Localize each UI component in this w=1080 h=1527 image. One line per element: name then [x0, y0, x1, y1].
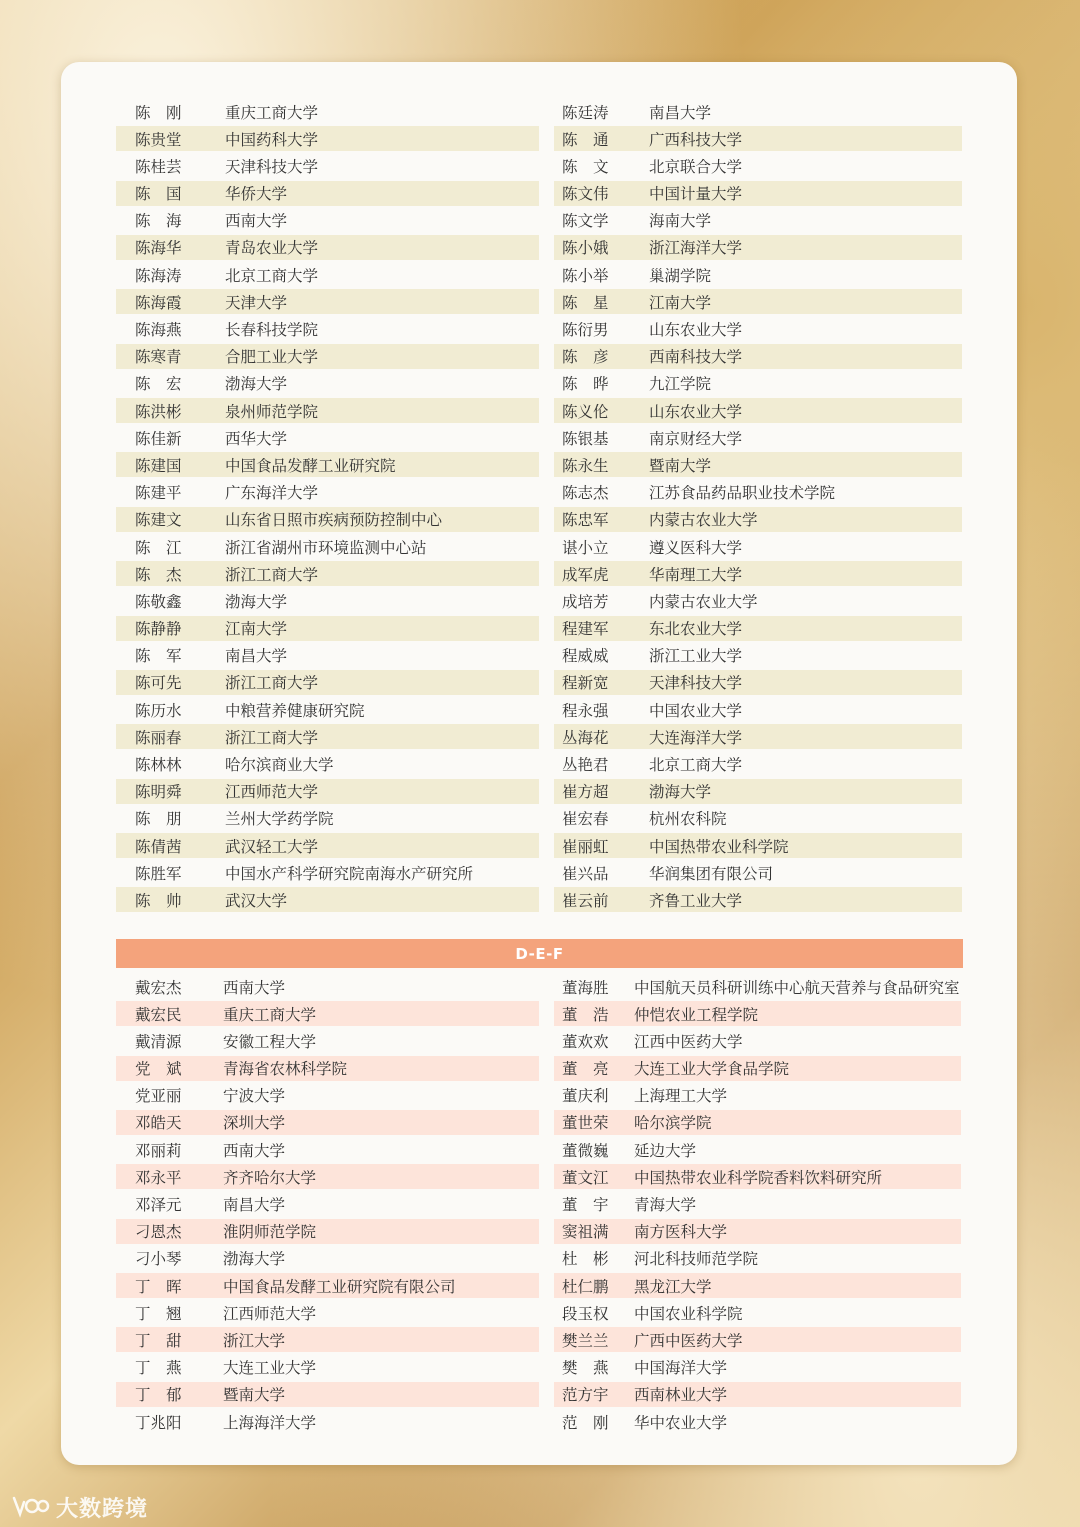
institution: 武汉大学 [225, 891, 288, 910]
institution: 中国水产科学研究院南海水产研究所 [225, 864, 474, 883]
person-name: 丁兆阳 [135, 1413, 182, 1432]
list-row [116, 1001, 539, 1026]
person-name: 陈倩茜 [135, 837, 182, 856]
institution: 天津大学 [225, 293, 288, 312]
list-row [554, 181, 962, 206]
institution: 华中农业大学 [634, 1413, 728, 1432]
institution: 大连海洋大学 [649, 728, 743, 747]
institution: 北京联合大学 [649, 157, 743, 176]
person-name: 程永强 [562, 701, 609, 720]
person-name: 陈林林 [135, 756, 182, 774]
institution: 山东农业大学 [649, 321, 743, 339]
institution: 山东农业大学 [649, 402, 743, 421]
institution: 天津科技大学 [225, 157, 319, 176]
person-name: 邓永平 [135, 1168, 182, 1187]
person-name: 陈忠军 [562, 511, 609, 530]
list-row [116, 208, 539, 233]
person-name: 陈丽春 [135, 728, 182, 747]
institution: 重庆工商大学 [223, 1005, 317, 1024]
list-row [116, 534, 539, 559]
institution: 南方医科大学 [634, 1223, 728, 1242]
person-name: 窦祖满 [562, 1223, 609, 1242]
person-name: 丁 翘 [135, 1304, 182, 1323]
list-row [116, 1137, 539, 1162]
list-row [116, 1083, 539, 1108]
list-row [554, 974, 961, 999]
list-row [116, 1327, 539, 1352]
person-name: 陈 朋 [135, 810, 182, 829]
person-name: 董欢欢 [562, 1032, 609, 1051]
person-name: 丁 甜 [135, 1331, 182, 1350]
institution: 江南大学 [649, 293, 712, 312]
institution: 广西科技大学 [649, 130, 743, 149]
section-header-def: D-E-F [116, 939, 963, 968]
person-name: 董世荣 [562, 1114, 609, 1133]
institution: 合肥工业大学 [225, 348, 319, 367]
list-row [116, 1300, 539, 1325]
institution: 山东省日照市疾病预防控制中心 [225, 511, 443, 530]
list-row [116, 1164, 539, 1189]
list-row [554, 1056, 961, 1081]
person-name: 陈 江 [135, 538, 182, 557]
institution: 哈尔滨学院 [634, 1114, 712, 1133]
person-name: 陈海霞 [135, 293, 182, 312]
person-name: 陈建国 [135, 456, 182, 475]
institution: 哈尔滨商业大学 [225, 756, 334, 774]
list-row [116, 724, 539, 749]
person-name: 陈明舜 [135, 783, 182, 802]
person-name: 陈建平 [135, 484, 182, 503]
person-name: 陈小举 [562, 266, 609, 285]
institution: 北京工商大学 [225, 266, 319, 285]
institution: 九江学院 [649, 375, 712, 394]
list-row [116, 779, 539, 804]
list-row [554, 561, 962, 586]
person-name: 邓丽莉 [135, 1141, 182, 1160]
person-name: 董文江 [562, 1168, 609, 1187]
list-row [554, 643, 962, 668]
person-name: 陈胜军 [135, 864, 182, 883]
person-name: 戴清源 [135, 1032, 182, 1051]
list-row [554, 1355, 961, 1380]
list-row [554, 860, 962, 885]
person-name: 陈银基 [562, 429, 609, 448]
institution: 西南科技大学 [649, 348, 743, 367]
institution: 南昌大学 [223, 1196, 286, 1214]
institution: 西南林业大学 [634, 1386, 728, 1405]
institution: 江西师范大学 [225, 783, 319, 802]
list-row [116, 99, 539, 124]
list-row [554, 616, 962, 641]
person-name: 董 浩 [562, 1005, 609, 1024]
list-row [116, 643, 539, 668]
list-row [116, 616, 539, 641]
person-name: 董微巍 [562, 1141, 609, 1160]
institution: 天津科技大学 [649, 674, 743, 693]
institution: 南昌大学 [649, 103, 712, 122]
person-name: 党亚丽 [135, 1087, 182, 1106]
list-row [116, 752, 539, 777]
institution: 暨南大学 [223, 1386, 286, 1405]
person-name: 陈建文 [135, 511, 182, 530]
person-name: 陈佳新 [135, 429, 182, 448]
list-row [116, 697, 539, 722]
list-row [554, 1219, 961, 1244]
list-row [116, 1273, 539, 1298]
list-row [554, 507, 962, 532]
person-name: 邓皓天 [135, 1114, 182, 1133]
person-name: 陈 国 [135, 185, 182, 204]
list-row [116, 887, 539, 912]
logo-icon [10, 1494, 50, 1520]
list-row [554, 262, 962, 287]
person-name: 陈敬鑫 [135, 592, 182, 611]
list-row [116, 1382, 539, 1407]
list-row [554, 1001, 961, 1026]
person-name: 陈 军 [135, 647, 182, 666]
list-row [554, 1164, 961, 1189]
person-name: 陈 文 [562, 157, 609, 176]
list-row [554, 1273, 961, 1298]
institution: 中国热带农业科学院香料饮料研究所 [634, 1168, 883, 1187]
person-name: 陈 通 [562, 130, 609, 149]
institution: 黑龙江大学 [634, 1277, 712, 1296]
person-name: 董庆利 [562, 1087, 609, 1106]
person-name: 陈 海 [135, 212, 182, 231]
institution: 深圳大学 [223, 1114, 286, 1133]
institution: 浙江海洋大学 [649, 239, 743, 258]
list-row [116, 1219, 539, 1244]
institution: 江苏食品药品职业技术学院 [649, 484, 836, 503]
list-row [116, 974, 539, 999]
list-row [116, 452, 539, 477]
person-name: 陈桂芸 [135, 157, 182, 176]
list-row [554, 1028, 961, 1053]
institution: 中国计量大学 [649, 185, 743, 204]
person-name: 陈永生 [562, 456, 609, 475]
list-row [554, 1382, 961, 1407]
list-row [554, 833, 962, 858]
person-name: 戴宏杰 [135, 978, 182, 997]
list-row [116, 1192, 539, 1217]
list-row [554, 1409, 961, 1434]
institution: 浙江省湖州市环境监测中心站 [225, 538, 427, 557]
list-row [116, 289, 539, 314]
institution: 延边大学 [634, 1141, 697, 1160]
person-name: 范 刚 [562, 1413, 609, 1432]
institution: 广东海洋大学 [225, 484, 319, 503]
list-row [116, 860, 539, 885]
list-row [116, 833, 539, 858]
institution: 中国热带农业科学院 [649, 837, 789, 856]
institution: 淮阴师范学院 [223, 1223, 317, 1242]
institution: 安徽工程大学 [223, 1032, 317, 1051]
list-row [554, 588, 962, 613]
institution: 泉州师范学院 [225, 402, 319, 421]
list-row [554, 480, 962, 505]
person-name: 丁 晖 [135, 1277, 182, 1296]
institution: 青海大学 [634, 1196, 697, 1214]
institution: 中国药科大学 [225, 130, 319, 149]
person-name: 戴宏民 [135, 1005, 182, 1024]
institution: 海南大学 [649, 212, 712, 231]
list-row [116, 1246, 539, 1271]
institution: 中国食品发酵工业研究院有限公司 [223, 1277, 456, 1296]
list-row [554, 344, 962, 369]
institution: 江西中医药大学 [634, 1032, 743, 1051]
list-row [116, 1409, 539, 1434]
institution: 江西师范大学 [223, 1304, 317, 1323]
person-name: 程建军 [562, 620, 609, 639]
institution: 青海省农林科学院 [223, 1060, 348, 1079]
list-row [554, 887, 962, 912]
list-row [554, 1300, 961, 1325]
person-name: 陈 刚 [135, 103, 182, 122]
person-name: 崔兴品 [562, 864, 609, 883]
person-name: 陈海华 [135, 239, 182, 258]
institution: 重庆工商大学 [225, 103, 319, 122]
list-row [554, 99, 962, 124]
list-row [116, 371, 539, 396]
person-name: 杜 彬 [562, 1250, 609, 1269]
institution: 中粮营养健康研究院 [225, 701, 365, 720]
list-row [116, 1028, 539, 1053]
list-row [116, 398, 539, 423]
institution: 武汉轻工大学 [225, 837, 319, 856]
person-name: 陈历水 [135, 701, 182, 720]
person-name: 陈 杰 [135, 565, 182, 584]
person-name: 董 宇 [562, 1196, 609, 1214]
person-name: 丛海花 [562, 728, 609, 747]
institution: 仲恺农业工程学院 [634, 1005, 759, 1024]
list-row [554, 452, 962, 477]
institution: 西华大学 [225, 429, 288, 448]
column-right [554, 99, 962, 915]
list-row [554, 1137, 961, 1162]
list-row [116, 153, 539, 178]
list-row [116, 317, 539, 342]
institution: 遵义医科大学 [649, 538, 743, 557]
column-left [116, 974, 539, 1436]
institution: 渤海大学 [225, 592, 288, 611]
list-row [116, 126, 539, 151]
person-name: 董海胜 [562, 978, 609, 997]
institution: 大连工业大学食品学院 [634, 1060, 790, 1079]
person-name: 丁 郁 [135, 1386, 182, 1405]
person-name: 陈 彦 [562, 348, 609, 367]
person-name: 谌小立 [562, 538, 609, 557]
person-name: 陈可先 [135, 674, 182, 693]
person-name: 刁小琴 [135, 1250, 182, 1269]
institution: 浙江工商大学 [225, 728, 319, 747]
institution: 中国食品发酵工业研究院 [225, 456, 396, 475]
institution: 北京工商大学 [649, 756, 743, 774]
list-row [554, 153, 962, 178]
person-name: 成培芳 [562, 592, 609, 611]
list-row [554, 235, 962, 260]
list-row [554, 1246, 961, 1271]
institution: 江南大学 [225, 620, 288, 639]
person-name: 崔宏春 [562, 810, 609, 829]
list-row [554, 371, 962, 396]
institution: 东北农业大学 [649, 620, 743, 639]
institution: 西南大学 [223, 1141, 286, 1160]
institution: 上海海洋大学 [223, 1413, 317, 1432]
institution: 青岛农业大学 [225, 239, 319, 258]
person-name: 范方宇 [562, 1386, 609, 1405]
person-name: 陈海涛 [135, 266, 182, 285]
watermark [10, 1492, 148, 1522]
institution: 广西中医药大学 [634, 1331, 743, 1350]
person-name: 陈 宏 [135, 375, 182, 394]
watermark-text: 大数跨境 [56, 1496, 149, 1522]
person-name: 陈 星 [562, 293, 609, 312]
person-name: 邓泽元 [135, 1196, 182, 1214]
person-name: 陈文学 [562, 212, 609, 231]
content-card [61, 62, 1017, 1465]
person-name: 陈小娥 [562, 239, 609, 258]
list-row [554, 317, 962, 342]
institution: 中国农业科学院 [634, 1304, 743, 1323]
person-name: 陈静静 [135, 620, 182, 639]
person-name: 陈 帅 [135, 891, 182, 910]
person-name: 党 斌 [135, 1060, 182, 1079]
institution: 南昌大学 [225, 647, 288, 666]
person-name: 陈义伦 [562, 402, 609, 421]
institution: 华润集团有限公司 [649, 864, 774, 883]
list-row [116, 1110, 539, 1135]
institution: 杭州农科院 [649, 810, 727, 829]
person-name: 崔云前 [562, 891, 609, 910]
institution: 南京财经大学 [649, 429, 743, 448]
person-name: 樊 燕 [562, 1359, 609, 1378]
institution: 内蒙古农业大学 [649, 511, 758, 530]
institution: 西南大学 [223, 978, 286, 997]
institution: 齐鲁工业大学 [649, 891, 743, 910]
institution: 长春科技学院 [225, 321, 319, 339]
person-name: 陈志杰 [562, 484, 609, 503]
person-name: 刁恩杰 [135, 1223, 182, 1242]
person-name: 陈海燕 [135, 321, 182, 339]
person-name: 成军虎 [562, 565, 609, 584]
person-name: 陈文伟 [562, 185, 609, 204]
institution: 浙江工商大学 [225, 674, 319, 693]
column-right [554, 974, 961, 1436]
list-row [554, 806, 962, 831]
person-name: 陈 晔 [562, 375, 609, 394]
institution: 河北科技师范学院 [634, 1250, 759, 1269]
person-name: 丛艳君 [562, 756, 609, 774]
list-row [554, 1083, 961, 1108]
institution: 巢湖学院 [649, 266, 712, 285]
person-name: 程威威 [562, 647, 609, 666]
list-row [554, 425, 962, 450]
list-row [554, 1327, 961, 1352]
institution: 暨南大学 [649, 456, 712, 475]
list-row [116, 235, 539, 260]
person-name: 崔方超 [562, 783, 609, 802]
column-left [116, 99, 539, 915]
list-row [554, 289, 962, 314]
person-name: 段玉权 [562, 1304, 609, 1323]
list-row [116, 1056, 539, 1081]
list-row [554, 534, 962, 559]
list-row [116, 670, 539, 695]
person-name: 陈贵堂 [135, 130, 182, 149]
list-row [554, 779, 962, 804]
list-row [554, 126, 962, 151]
person-name: 杜仁鹏 [562, 1277, 609, 1296]
institution: 上海理工大学 [634, 1087, 728, 1106]
list-row [116, 480, 539, 505]
list-row [554, 398, 962, 423]
institution: 齐齐哈尔大学 [223, 1168, 317, 1187]
person-name: 陈廷涛 [562, 103, 609, 122]
person-name: 樊兰兰 [562, 1331, 609, 1350]
list-row [554, 1110, 961, 1135]
person-name: 陈衍男 [562, 321, 609, 339]
person-name: 陈洪彬 [135, 402, 182, 421]
institution: 渤海大学 [225, 375, 288, 394]
person-name: 陈寒青 [135, 348, 182, 367]
institution: 中国海洋大学 [634, 1359, 728, 1378]
list-row [554, 1192, 961, 1217]
institution: 华南理工大学 [649, 565, 743, 584]
list-row [116, 806, 539, 831]
institution: 浙江工商大学 [225, 565, 319, 584]
list-row [116, 1355, 539, 1380]
person-name: 丁 燕 [135, 1359, 182, 1378]
list-row [554, 208, 962, 233]
list-row [116, 425, 539, 450]
institution: 华侨大学 [225, 185, 288, 204]
institution: 渤海大学 [223, 1250, 286, 1269]
institution: 浙江工业大学 [649, 647, 743, 666]
list-row [554, 697, 962, 722]
institution: 中国农业大学 [649, 701, 743, 720]
institution: 浙江大学 [223, 1331, 286, 1350]
list-row [554, 670, 962, 695]
list-row [116, 588, 539, 613]
person-name: 董 亮 [562, 1060, 609, 1079]
institution: 大连工业大学 [223, 1359, 317, 1378]
list-row [116, 507, 539, 532]
list-row [116, 181, 539, 206]
list-row [116, 262, 539, 287]
list-row [116, 344, 539, 369]
list-row [116, 561, 539, 586]
institution: 渤海大学 [649, 783, 712, 802]
person-name: 程新宽 [562, 674, 609, 693]
institution: 兰州大学药学院 [225, 810, 334, 829]
institution: 西南大学 [225, 212, 288, 231]
person-name: 崔丽虹 [562, 837, 609, 856]
institution: 内蒙古农业大学 [649, 592, 758, 611]
list-row [554, 724, 962, 749]
institution: 中国航天员科研训练中心航天营养与食品研究室 [634, 978, 960, 997]
list-row [554, 752, 962, 777]
institution: 宁波大学 [223, 1087, 286, 1106]
